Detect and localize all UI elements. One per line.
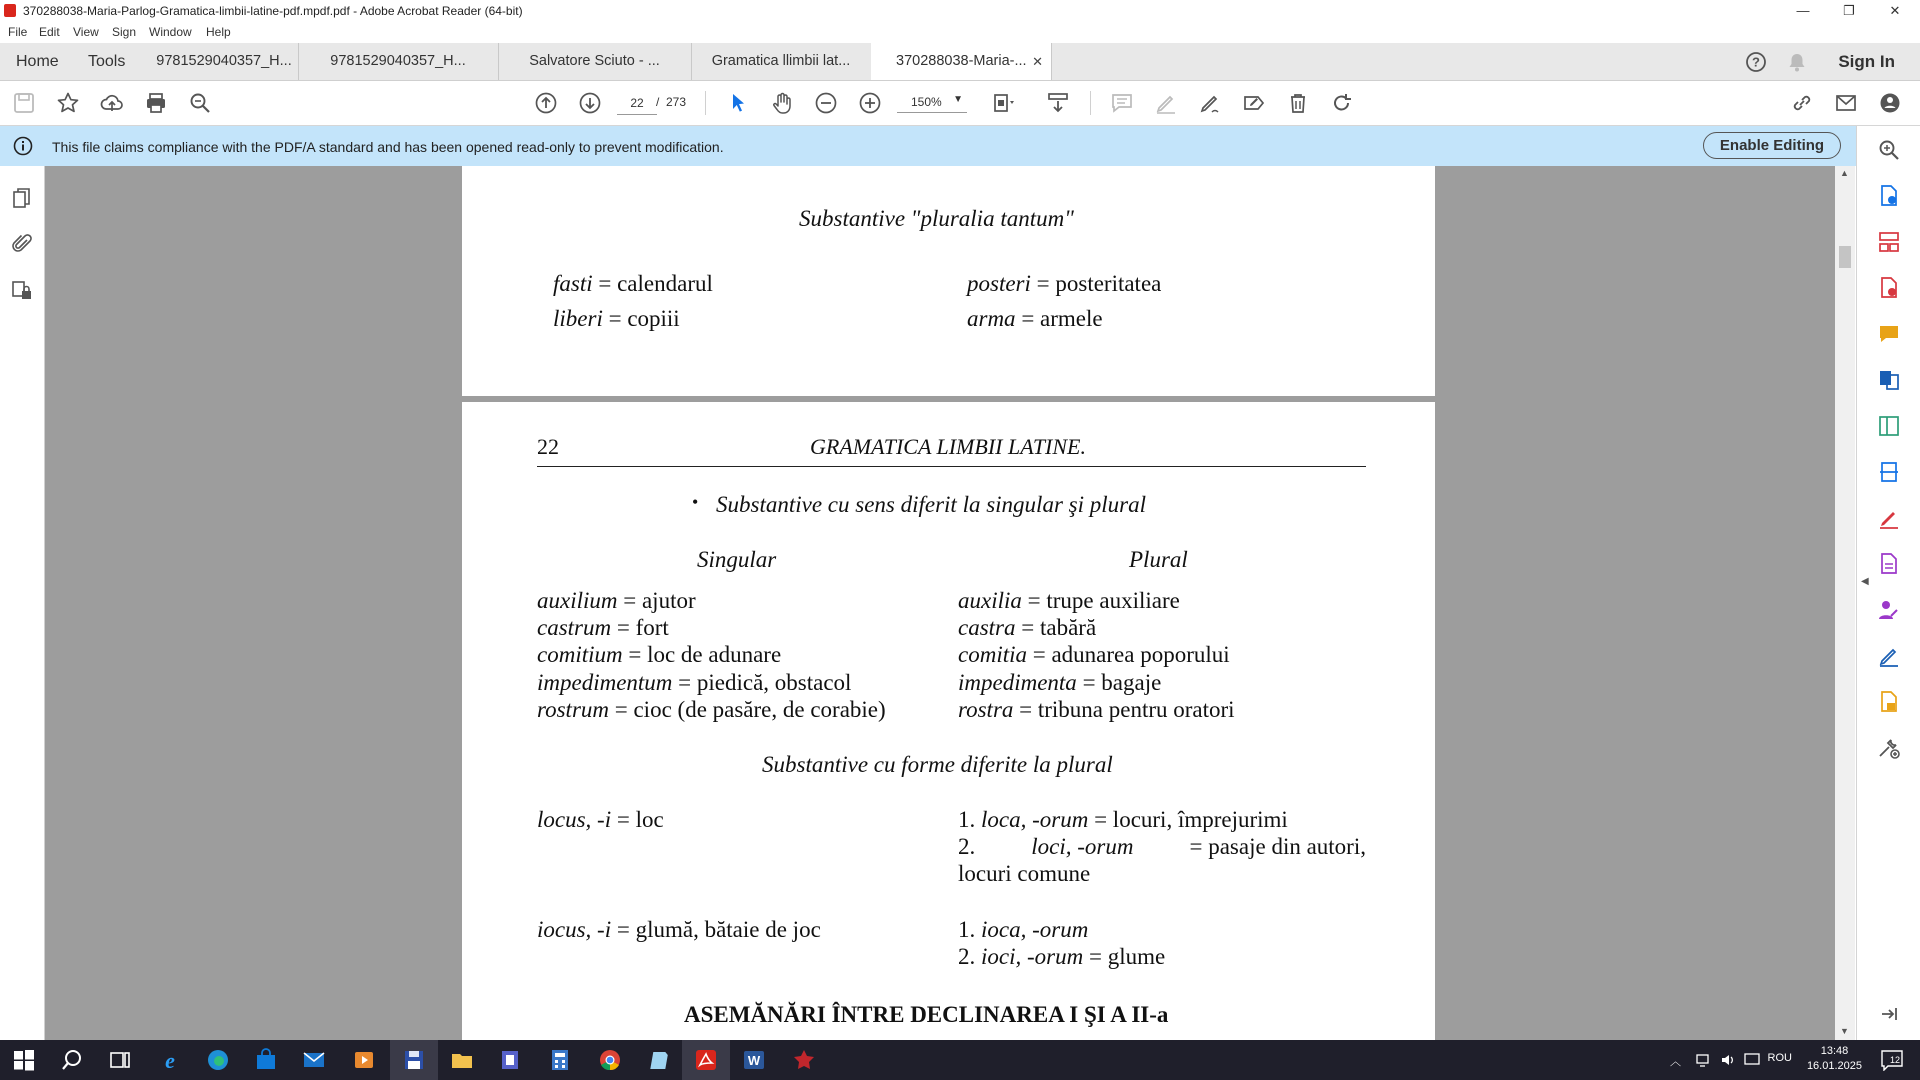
tray-chevron-up-icon[interactable]: ︿ [1670,1056,1681,1068]
latin-term: auxilia [958,588,1022,613]
heading-different-meaning: Substantive cu sens diferit la singular şi plural [716,492,1146,517]
singular-entry [537,642,781,668]
comment-tool-icon[interactable] [1877,322,1901,346]
toolbar-divider [705,91,706,115]
scan-ocr-icon[interactable] [1877,460,1901,484]
menu-view[interactable]: View [73,25,99,39]
share-link-icon[interactable] [1790,91,1814,115]
plural-entry [958,670,1161,696]
export-pdf-icon[interactable] [1877,184,1901,208]
email-icon[interactable] [1834,91,1858,115]
combine-files-icon[interactable] [1877,368,1901,392]
singular-entry [537,615,669,641]
delete-trash-icon[interactable] [1286,91,1310,115]
meaning: = piedică, obstacol [678,670,852,695]
scrollbar-thumb[interactable] [1839,246,1851,268]
share-user-icon[interactable] [1878,91,1902,115]
latin-term: iocus, -i [537,917,612,942]
meaning: = posteritatea [1036,271,1162,296]
collapse-panel-arrow-icon[interactable] [1877,1002,1901,1026]
latin-term: locus, -i [537,807,612,832]
tools-tab[interactable]: Tools [88,53,126,70]
next-page-icon[interactable] [578,91,602,115]
monitor-icon[interactable] [1744,1052,1760,1068]
iocus-singular [537,917,821,943]
item-number: 1. [958,807,976,832]
notification-count: 12 [1890,1055,1901,1065]
meaning: = trupe auxiliare [1027,588,1180,613]
search-zoom-icon[interactable] [1877,138,1901,162]
item-number: 2. [958,944,976,969]
doc-tab-label: 9781529040357_H... [156,53,292,69]
request-signature-icon[interactable] [1877,598,1901,622]
latin-term: castrum [537,615,612,640]
compress-pdf-icon[interactable] [1877,414,1901,438]
doc-tab-label: Salvatore Sciuto - ... [529,53,660,69]
store-icon[interactable] [254,1048,278,1072]
meaning: = fort [616,615,669,640]
plural-entry [958,642,1230,668]
fill-and-sign-icon[interactable] [1877,506,1901,530]
column-header-plural: Plural [1129,547,1188,572]
file-explorer-icon[interactable] [450,1048,474,1072]
meaning: = tribuna pentru oratori [1019,697,1235,722]
vertical-scrollbar[interactable] [1835,166,1855,1040]
meaning: = pasaje din autori, [1189,834,1366,859]
plural-entry [958,697,1235,723]
clock-time: 13:48 [1820,1045,1849,1057]
keyboard-language[interactable]: ROU [1767,1052,1792,1064]
edge-browser-icon[interactable] [206,1048,230,1072]
right-tools-panel [1856,126,1920,1040]
windows-start-icon[interactable] [12,1048,36,1072]
bookmark-star-icon[interactable] [56,91,80,115]
minimize-button[interactable]: — [1796,3,1810,18]
singular-entry [537,670,851,696]
menu-file[interactable]: File [8,25,28,39]
title-bar [0,0,1920,22]
document-viewport[interactable] [45,166,1835,1040]
redo-rotate-icon[interactable] [1330,91,1354,115]
create-pdf-icon[interactable] [1877,276,1901,300]
doc-tab-1[interactable] [150,43,299,80]
toolbar-divider [1090,91,1091,115]
left-navigation-rail [0,166,45,1040]
meaning: = tabără [1021,615,1097,640]
meaning: = calendarul [598,271,713,296]
clock-date: 16.01.2025 [1806,1060,1862,1072]
pdf-page-22 [462,402,1435,1040]
previous-page-icon[interactable] [534,91,558,115]
fill-sign-icon[interactable] [1198,91,1222,115]
latin-term: ioca, -orum [981,917,1089,942]
tabs-row [0,43,1920,81]
heading-declension-similarities: ASEMĂNĂRI ÎNTRE DECLINAREA I ŞI A II-a [684,1002,1169,1027]
singular-entry [537,697,886,723]
meaning: = adunarea poporului [1032,642,1230,667]
notification-bell-icon[interactable] [1786,51,1808,73]
word-icon[interactable] [742,1048,766,1072]
iocus-plural-1 [958,917,1088,943]
svg-text:e: e [165,1048,175,1072]
locus-singular [537,807,664,833]
meaning: = locuri, împrejurimi [1094,807,1288,832]
close-tab-icon[interactable]: ✕ [1032,54,1043,69]
edit-tag-icon[interactable] [1242,91,1266,115]
page-number: 22 [537,434,559,459]
sign-in-button[interactable]: Sign In [1838,52,1895,71]
latin-term: auxilium [537,588,618,613]
attachments-paperclip-icon[interactable] [10,232,34,256]
meaning: = loc [616,807,664,832]
organize-pages-icon[interactable] [1877,230,1901,254]
zoom-level-dropdown[interactable] [897,92,967,113]
zoom-in-icon[interactable] [858,91,882,115]
meaning: = cioc (de pasăre, de corabie) [614,697,886,722]
menu-edit[interactable]: Edit [39,25,60,39]
collapse-right-panel-icon[interactable]: ◀ [1861,576,1869,587]
item-number: 2. [958,834,976,859]
doc-tab-label: Gramatica llimbii lat... [711,53,851,69]
highlight-pen-icon[interactable] [1154,91,1178,115]
term-row [553,306,680,332]
home-tab[interactable]: Home [16,53,59,70]
meaning: = copiii [608,306,680,331]
plural-entry [958,588,1180,614]
menu-sign[interactable]: Sign [112,25,137,39]
scroll-up-icon[interactable]: ▲ [1840,168,1849,178]
latin-term: rostra [958,697,1014,722]
mail-icon[interactable] [302,1048,326,1072]
meaning: = glume [1088,944,1166,969]
comment-icon[interactable] [1110,91,1134,115]
task-view-icon[interactable] [108,1048,132,1072]
select-cursor-icon[interactable] [726,91,750,115]
bullet: • [692,492,699,512]
print-icon[interactable] [144,91,168,115]
meaning: = bagaje [1082,670,1162,695]
header-rule [537,466,1366,467]
page-fit-icon[interactable] [992,91,1016,115]
upload-cloud-icon[interactable] [100,91,124,115]
latin-term: liberi [553,306,603,331]
doc-tab-4[interactable] [691,43,872,80]
doc-tab-label: 370288038-Maria-... [896,53,1027,69]
latin-term: loca, -orum [981,807,1089,832]
item-number: 1. [958,917,976,942]
latin-term: rostrum [537,697,609,722]
help-icon[interactable] [1745,51,1767,73]
svg-text:?: ? [1752,54,1760,70]
acrobat-reader-taskbar-icon[interactable] [694,1048,718,1072]
notepad-app-icon[interactable] [646,1048,670,1072]
heading-different-forms: Substantive cu forme diferite la plural [762,752,1113,777]
scroll-down-icon[interactable]: ▼ [1840,1026,1849,1036]
banner-message: This file claims compliance with the PDF/A standard and has been opened read-only to prevent modification. [52,139,724,155]
page-total: 273 [666,95,687,109]
red-app-icon[interactable] [792,1048,816,1072]
info-icon [13,136,33,156]
latin-term: posteri [967,271,1031,296]
term-row [553,271,713,297]
latin-term: arma [967,306,1016,331]
security-lock-icon[interactable] [10,278,34,302]
prepare-form-icon[interactable] [1877,552,1901,576]
search-icon[interactable] [60,1048,84,1072]
term-row [967,271,1161,297]
edit-pdf-icon[interactable] [1877,644,1901,668]
doc-tab-3[interactable] [498,43,692,80]
close-window-button[interactable]: ✕ [1889,3,1901,18]
enable-editing-button[interactable]: Enable Editing [1703,132,1841,159]
save-icon[interactable] [12,91,36,115]
windows-taskbar [0,1040,1920,1080]
doc-tab-2[interactable] [298,43,499,80]
heading-pluralia-tantum: Substantive "pluralia tantum" [799,206,1074,231]
term-row [967,306,1103,332]
locus-plural-2 [958,834,1366,860]
singular-entry [537,588,696,614]
hand-tool-icon[interactable] [770,91,794,115]
doc-tab-label: 9781529040357_H... [330,53,466,69]
media-player-icon[interactable] [352,1048,376,1072]
scroll-mode-icon[interactable] [1046,91,1070,115]
window-title: 370288038-Maria-Parlog-Gramatica-limbii-latine-pdf.mpdf.pdf - Adobe Acrobat Reader (64-bit) [23,4,523,18]
latin-term: impedimentum [537,670,673,695]
latin-term: impedimenta [958,670,1077,695]
main-toolbar [0,81,1920,126]
menu-bar [0,22,1920,43]
latin-term: comitia [958,642,1027,667]
meaning: = glumă, bătaie de joc [616,917,821,942]
meaning: = armele [1021,306,1103,331]
page-number-input[interactable] [617,92,660,115]
onenote-book-icon[interactable] [498,1048,522,1072]
zoom-out-icon[interactable] [814,91,838,115]
running-title: GRAMATICA LIMBII LATINE. [810,434,1086,459]
more-tools-icon[interactable] [1877,736,1901,760]
page-thumbnails-icon[interactable] [10,186,34,210]
column-header-singular: Singular [697,547,777,572]
restore-button[interactable]: ❐ [1843,3,1855,18]
latin-term: fasti [553,271,593,296]
latin-term: loci, -orum [1031,834,1134,859]
volume-icon[interactable] [1720,1052,1736,1068]
iocus-plural-2 [958,944,1165,970]
internet-explorer-icon[interactable] [158,1048,182,1072]
find-zoom-icon[interactable] [188,91,212,115]
floppy-save-app-icon[interactable] [402,1048,426,1072]
notifications-center-icon[interactable] [1880,1049,1904,1071]
locus-plural-2-cont: locuri comune [958,861,1091,886]
menu-window[interactable]: Window [149,25,192,39]
pdf-page-21 [462,166,1435,396]
latin-term: castra [958,615,1016,640]
clock[interactable] [1807,1044,1862,1074]
protect-icon[interactable] [1877,690,1901,714]
network-icon[interactable] [1696,1052,1712,1068]
page-separator: / [656,95,660,109]
meaning: = ajutor [623,588,696,613]
svg-text:W: W [747,1053,761,1068]
latin-term: ioci, -orum [981,944,1084,969]
doc-tab-5-active[interactable] [871,43,1052,80]
acrobat-app-icon [4,4,16,17]
latin-term: comitium [537,642,623,667]
chevron-down-icon: ▼ [953,94,963,105]
menu-help[interactable]: Help [206,25,231,39]
chrome-browser-icon[interactable] [598,1048,622,1072]
plural-entry [958,615,1096,641]
calculator-icon[interactable] [548,1048,572,1072]
pdfa-info-banner [0,126,1856,166]
meaning: = loc de adunare [628,642,782,667]
zoom-level-value: 150% [911,95,942,109]
locus-plural-1 [958,807,1288,833]
